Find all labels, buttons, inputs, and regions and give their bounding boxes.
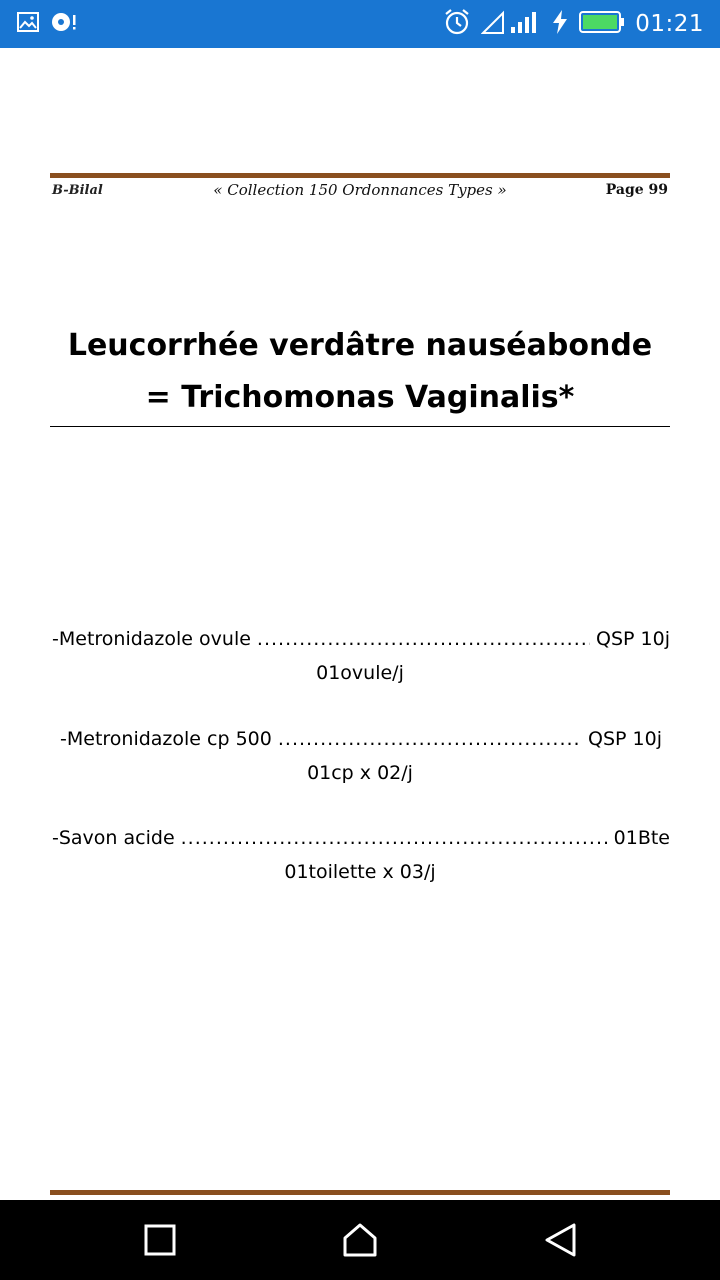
dotted-leader bbox=[181, 827, 608, 849]
footer-rule bbox=[50, 1190, 670, 1195]
prescription-item bbox=[60, 728, 662, 750]
prescription-dose: 01toilette x 03/j bbox=[284, 861, 436, 883]
prescription-dose: 01cp x 02/j bbox=[307, 762, 413, 784]
title-divider bbox=[50, 426, 670, 427]
header-collection: « Collection 150 Ordonnances Types » bbox=[213, 181, 507, 199]
prescription-name: -Metronidazole cp 500 bbox=[60, 728, 272, 750]
clock-time: 01:21 bbox=[635, 11, 704, 37]
alarm-icon bbox=[443, 8, 471, 41]
battery-icon bbox=[579, 10, 625, 39]
recents-square-icon bbox=[144, 1224, 176, 1256]
dotted-leader bbox=[278, 728, 582, 750]
document-page bbox=[0, 48, 720, 1200]
header-page-number: Page 99 bbox=[605, 182, 668, 198]
image-icon bbox=[16, 10, 40, 39]
prescription-item bbox=[52, 827, 670, 849]
prescription-quantity: QSP 10j bbox=[588, 728, 662, 750]
home-button[interactable] bbox=[336, 1216, 384, 1264]
music-icon bbox=[50, 10, 78, 39]
prescription-quantity: QSP 10j bbox=[596, 628, 670, 650]
back-button[interactable] bbox=[536, 1216, 584, 1264]
page-title-line1: Leucorrhée verdâtre nauséabonde bbox=[67, 328, 653, 363]
prescription-name: -Metronidazole ovule bbox=[52, 628, 251, 650]
signal-icon bbox=[481, 9, 541, 40]
prescription-name: -Savon acide bbox=[52, 827, 175, 849]
page-title-line2: = Trichomonas Vaginalis* bbox=[145, 380, 575, 415]
prescription-quantity: 01Bte bbox=[613, 827, 670, 849]
prescription-dose: 01ovule/j bbox=[316, 662, 404, 684]
recents-button[interactable] bbox=[136, 1216, 184, 1264]
header-rule bbox=[50, 173, 670, 178]
prescription-item bbox=[52, 628, 670, 650]
navigation-bar bbox=[0, 1200, 720, 1280]
back-triangle-icon bbox=[543, 1222, 577, 1258]
home-icon bbox=[342, 1222, 378, 1258]
status-bar bbox=[0, 0, 720, 48]
charging-icon bbox=[551, 9, 569, 40]
header-author: B-Bilal bbox=[52, 183, 103, 198]
dotted-leader bbox=[257, 628, 590, 650]
